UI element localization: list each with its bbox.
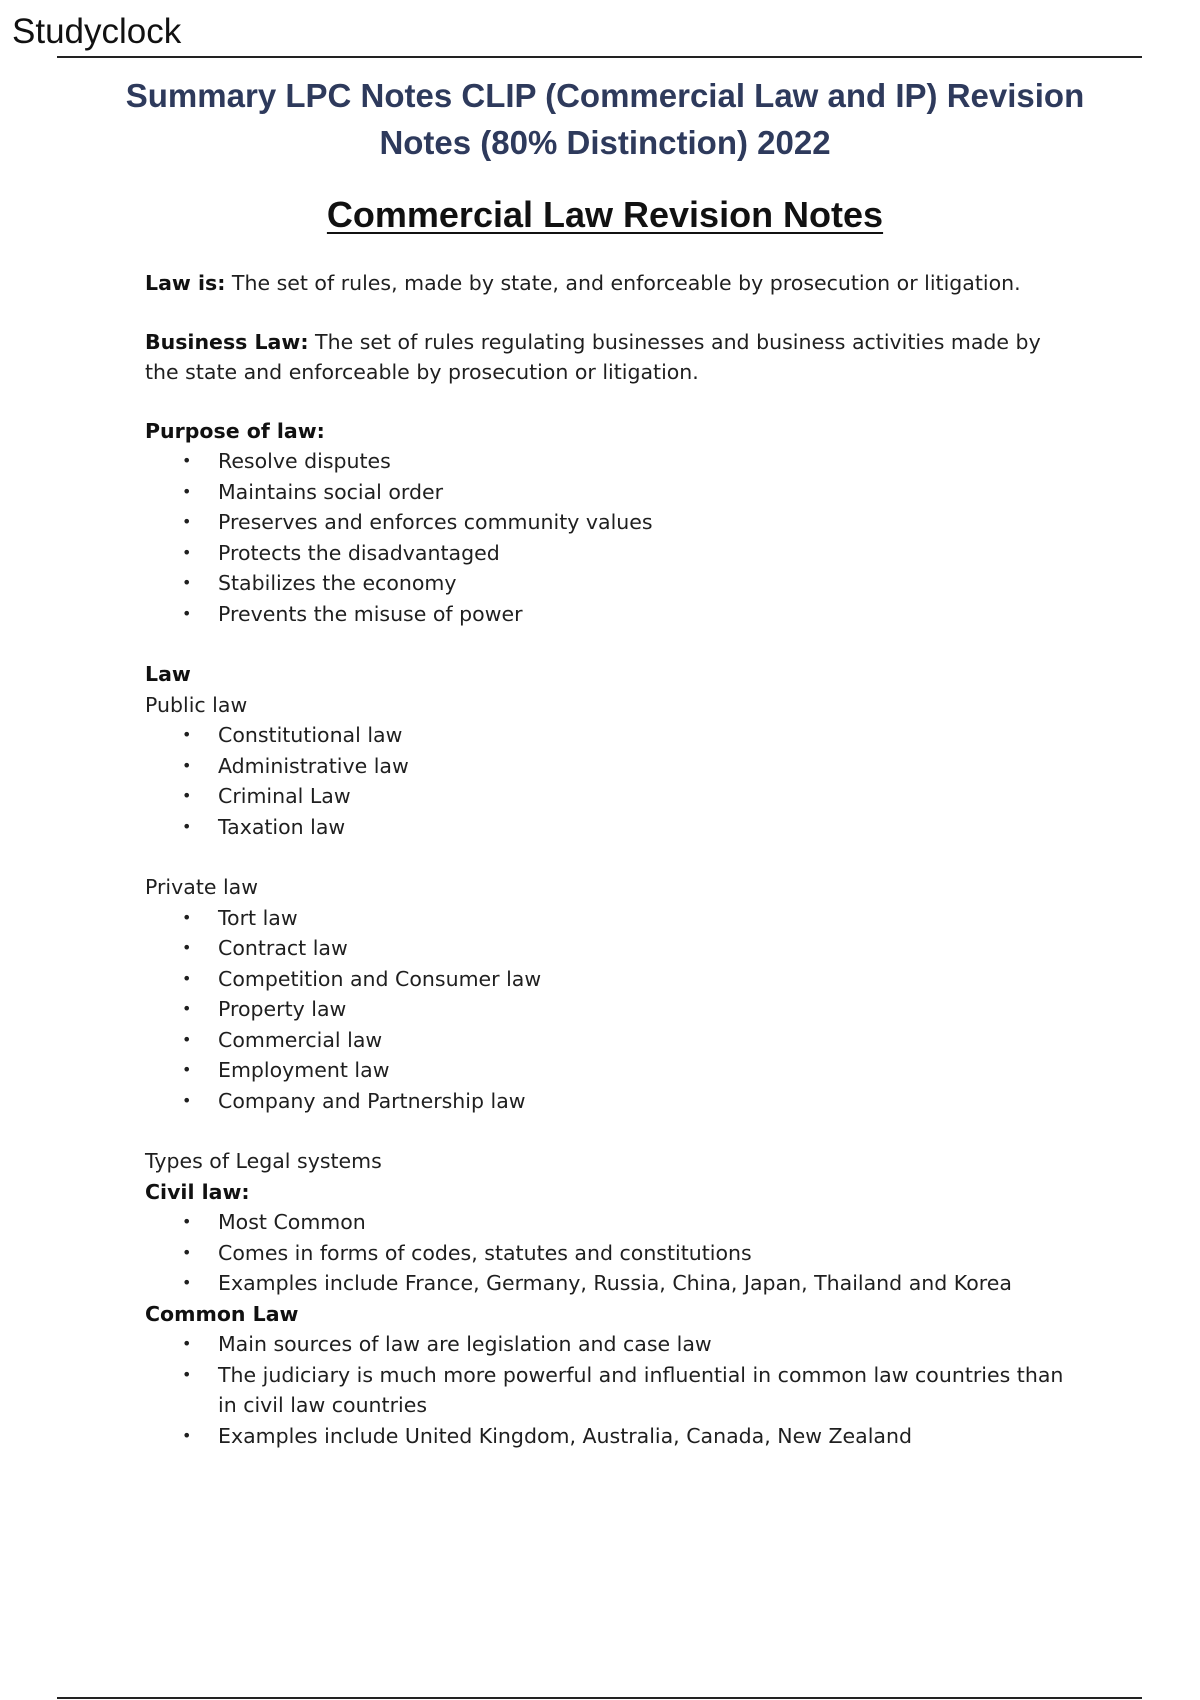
list-item-text: Protects the disadvantaged — [218, 540, 500, 565]
brand-name: Studyclock — [12, 12, 182, 51]
bullet-icon: • — [182, 999, 192, 1018]
list-item-text: Employment law — [218, 1058, 390, 1082]
bullet-icon: • — [182, 1334, 192, 1353]
list-item — [145, 1055, 1075, 1086]
legal-systems-label: Types of Legal systems — [145, 1149, 382, 1173]
header-divider — [57, 56, 1142, 58]
list-item — [145, 1268, 1075, 1299]
public-law-label: Public law — [145, 692, 248, 717]
bullet-icon: • — [182, 725, 192, 744]
common-law-heading: Common Law — [145, 1301, 299, 1326]
list-item — [145, 781, 1075, 812]
list-item — [145, 568, 1075, 599]
business-law-definition-text: The set of rules regulating businesses and business activities made by the state and enforceable by prosecution or litigation. — [145, 329, 1041, 384]
bullet-icon: • — [182, 1425, 192, 1445]
list-item — [145, 812, 1075, 843]
bullet-icon: • — [182, 907, 192, 927]
list-item — [145, 1086, 1075, 1117]
list-item-text: Stabilizes the economy — [218, 571, 457, 595]
list-item-text: Company and Partnership law — [218, 1088, 526, 1113]
bullet-icon: • — [182, 755, 192, 775]
bullet-icon: • — [182, 786, 192, 805]
bullet-icon: • — [182, 573, 192, 592]
bullet-icon: • — [182, 1029, 192, 1049]
list-item-text: Contract law — [218, 936, 348, 960]
list-item-text: Maintains social order — [218, 479, 444, 504]
civil-law-heading: Civil law: — [145, 1179, 250, 1204]
list-item — [145, 720, 1075, 751]
list-item-text: Taxation law — [218, 814, 346, 839]
law-term: Law is: — [145, 271, 226, 295]
list-item-text: Tort law — [218, 905, 298, 930]
list-item-text: Competition and Consumer law — [218, 966, 542, 991]
list-item — [145, 1421, 1075, 1452]
list-item-text: The judiciary is much more powerful and influential in common law countries than in civil law countries — [218, 1362, 1064, 1417]
list-item — [145, 1238, 1075, 1269]
list-item-text: Administrative law — [218, 753, 409, 778]
list-item-text: Examples include France, Germany, Russia, China, Japan, Thailand and Korea — [218, 1271, 1012, 1295]
common-law-list — [145, 1329, 1075, 1451]
bullet-icon: • — [182, 938, 192, 957]
private-law-label: Private law — [145, 875, 259, 899]
purpose-list — [145, 446, 1075, 629]
list-item — [145, 477, 1075, 508]
law-definition-text: The set of rules, made by state, and enforceable by prosecution or litigation. — [225, 271, 1021, 295]
list-item — [145, 1207, 1075, 1238]
bullet-icon: • — [182, 1242, 192, 1262]
list-item — [145, 538, 1075, 569]
section-heading: Commercial Law Revision Notes — [326, 194, 884, 235]
document-title: Summary LPC Notes CLIP (Commercial Law and IP) Revision Notes (80% Distinction) 2022 — [125, 77, 1085, 161]
bullet-icon: • — [182, 1212, 192, 1231]
law-definition — [145, 268, 1075, 299]
list-item — [145, 994, 1075, 1025]
list-item — [145, 1360, 1075, 1421]
list-item — [145, 751, 1075, 782]
list-item-text: Comes in forms of codes, statutes and constitutions — [218, 1240, 752, 1265]
list-item — [145, 903, 1075, 934]
private-law-list — [145, 903, 1075, 1117]
bullet-icon: • — [182, 968, 192, 988]
bullet-icon: • — [182, 542, 192, 562]
business-law-term: Business Law: — [145, 329, 309, 354]
list-item — [145, 1329, 1075, 1360]
list-item-text: Constitutional law — [218, 723, 403, 747]
list-item-text: Main sources of law are legislation and case law — [218, 1332, 712, 1356]
bullet-icon: • — [182, 1364, 192, 1384]
list-item-text: Examples include United Kingdom, Australia, Canada, New Zealand — [218, 1423, 912, 1448]
bullet-icon: • — [182, 1060, 192, 1079]
list-item — [145, 446, 1075, 477]
footer-divider — [57, 1697, 1142, 1699]
list-item — [145, 599, 1075, 630]
list-item-text: Commercial law — [218, 1027, 383, 1052]
business-law-definition — [145, 327, 1075, 388]
bullet-icon: • — [182, 1090, 192, 1110]
list-item-text: Resolve disputes — [218, 449, 391, 473]
list-item-text: Prevents the misuse of power — [218, 601, 523, 626]
purpose-heading: Purpose of law: — [145, 418, 325, 443]
bullet-icon: • — [182, 1273, 192, 1292]
bullet-icon: • — [182, 451, 192, 470]
list-item — [145, 964, 1075, 995]
civil-law-list — [145, 1207, 1075, 1299]
list-item-text: Most Common — [218, 1210, 366, 1234]
bullet-icon: • — [182, 816, 192, 836]
bullet-icon: • — [182, 603, 192, 623]
public-law-list — [145, 720, 1075, 842]
list-item — [145, 1025, 1075, 1056]
list-item — [145, 507, 1075, 538]
list-item-text: Preserves and enforces community values — [218, 510, 653, 534]
bullet-icon: • — [182, 512, 192, 531]
list-item — [145, 933, 1075, 964]
bullet-icon: • — [182, 481, 192, 501]
law-heading: Law — [145, 662, 191, 686]
document-body — [145, 268, 1075, 1451]
list-item-text: Property law — [218, 997, 347, 1021]
list-item-text: Criminal Law — [218, 784, 351, 808]
